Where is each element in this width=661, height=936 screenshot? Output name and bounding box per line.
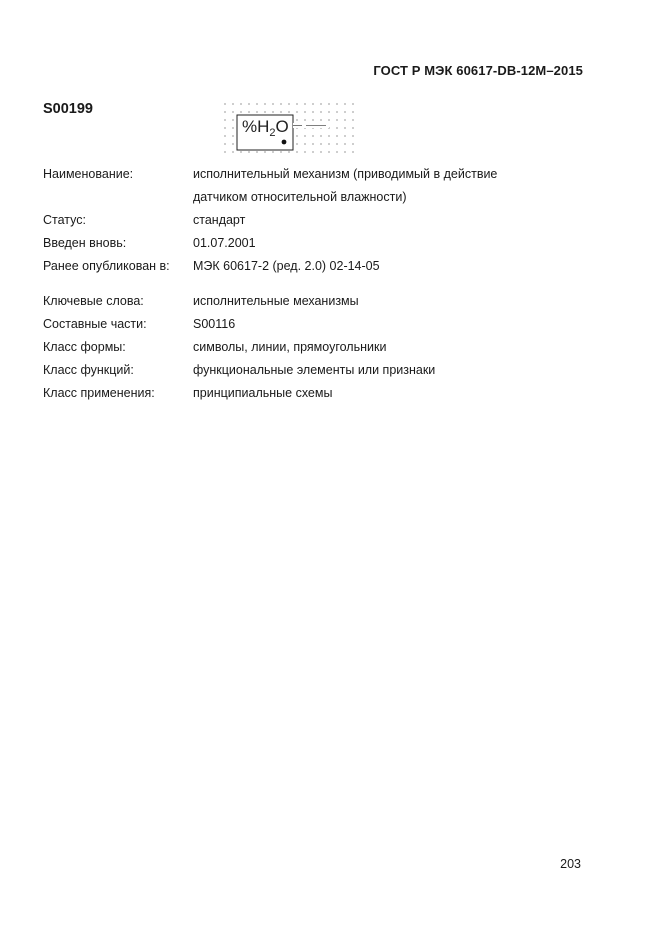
field-row-shape-class <box>43 336 603 359</box>
field-label: Составные части: <box>43 317 147 331</box>
field-label: Наименование: <box>43 167 134 181</box>
humidity-actuator-symbol-icon <box>222 100 356 160</box>
symbol-text-end: O <box>275 117 289 136</box>
svg-text:%H2O <box>242 117 289 139</box>
field-row-keywords <box>43 290 603 313</box>
field-value: 01.07.2001 <box>193 236 256 250</box>
symbol-fields <box>43 163 603 405</box>
field-label: Ключевые слова: <box>43 294 144 308</box>
field-row-status <box>43 209 603 232</box>
field-row-previously-published <box>43 255 603 278</box>
field-row-name <box>43 163 603 209</box>
field-value: принципиальные схемы <box>193 386 333 400</box>
symbol-id: S00199 <box>43 101 93 117</box>
field-value: исполнительные механизмы <box>193 294 359 308</box>
field-label: Класс применения: <box>43 386 155 400</box>
field-label: Класс функций: <box>43 363 134 377</box>
field-label: Класс формы: <box>43 340 126 354</box>
field-row-components <box>43 313 603 336</box>
symbol-text-sub: 2 <box>269 127 276 139</box>
page-number: 203 <box>560 857 581 871</box>
field-label: Статус: <box>43 213 86 227</box>
group-spacer <box>43 278 603 290</box>
field-row-function-class <box>43 359 603 382</box>
field-value: стандарт <box>193 213 246 227</box>
field-value: функциональные элементы или признаки <box>193 363 436 377</box>
field-value-line: исполнительный механизм (приводимый в действие <box>193 167 498 181</box>
standard-code-header: ГОСТ Р МЭК 60617-DB-12M–2015 <box>373 63 583 78</box>
field-value <box>193 163 603 209</box>
field-label: Введен вновь: <box>43 236 127 250</box>
field-label: Ранее опубликован в: <box>43 259 170 273</box>
symbol-text-main: %H <box>242 117 270 136</box>
field-value: МЭК 60617-2 (ред. 2.0) 02-14-05 <box>193 259 380 273</box>
field-value: символы, линии, прямоугольники <box>193 340 387 354</box>
field-row-introduced <box>43 232 603 255</box>
field-value: S00116 <box>193 317 236 331</box>
field-row-application-class <box>43 382 603 405</box>
actuator-dot-icon <box>282 140 287 145</box>
field-value-line: датчиком относительной влажности) <box>193 190 407 204</box>
